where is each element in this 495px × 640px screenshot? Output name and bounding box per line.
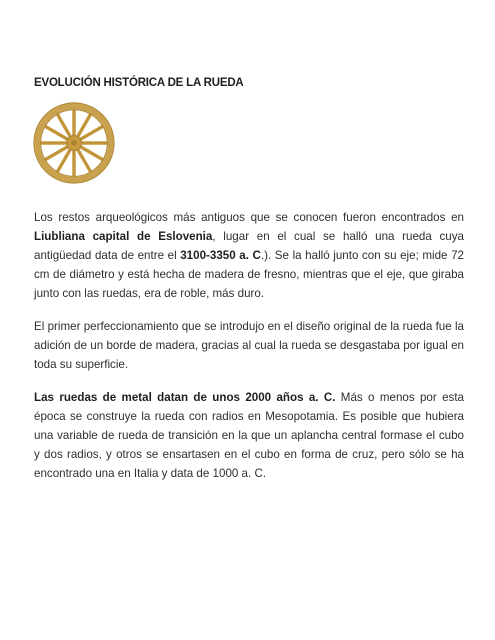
- p1-seg-2-bold: Liubliana capital de Eslovenia: [34, 230, 213, 243]
- paragraph-2: [34, 317, 464, 374]
- p2-seg-1: El primer perfeccionamiento que se introdujo en el diseño original de la rueda fue la adición de un borde de madera, gracias al cual la rueda se desgastaba por igual en toda su superficie.: [34, 320, 464, 371]
- p3-seg-2: Más o menos por esta época se construye la rueda con radios en Mesopotamia. Es posible que hubiera una variable de rueda de transición en la que un aplancha central formase el cubo y dos radios, y otros se ensartasen en el cubo en forma de cruz, pero sólo se ha encontrado una en Italia y data de 1000 a. C.: [34, 391, 464, 480]
- wooden-wagon-wheel-icon: [33, 102, 115, 184]
- p1-seg-3: , lugar en el cual se halló una rueda cuya antigüedad data de entre el: [34, 230, 464, 262]
- wheel-hub-center: [71, 140, 77, 146]
- p1-seg-5: .). Se la halló junto con su eje; mide 72 cm de diámetro y está hecha de madera de fresno, mientras que el eje, que giraba junto con las ruedas, era de roble, más duro.: [34, 249, 464, 300]
- p1-seg-1: Los restos arqueológicos más antiguos que se conocen fueron encontrados en: [34, 211, 464, 224]
- paragraph-3: [34, 388, 464, 483]
- p3-seg-1-bold: Las ruedas de metal datan de unos 2000 años a. C.: [34, 391, 336, 404]
- document-title: EVOLUCIÓN HISTÓRICA DE LA RUEDA: [34, 77, 244, 89]
- p1-seg-4-bold: 3100-3350 a. C: [180, 249, 261, 262]
- paragraph-1: [34, 208, 464, 303]
